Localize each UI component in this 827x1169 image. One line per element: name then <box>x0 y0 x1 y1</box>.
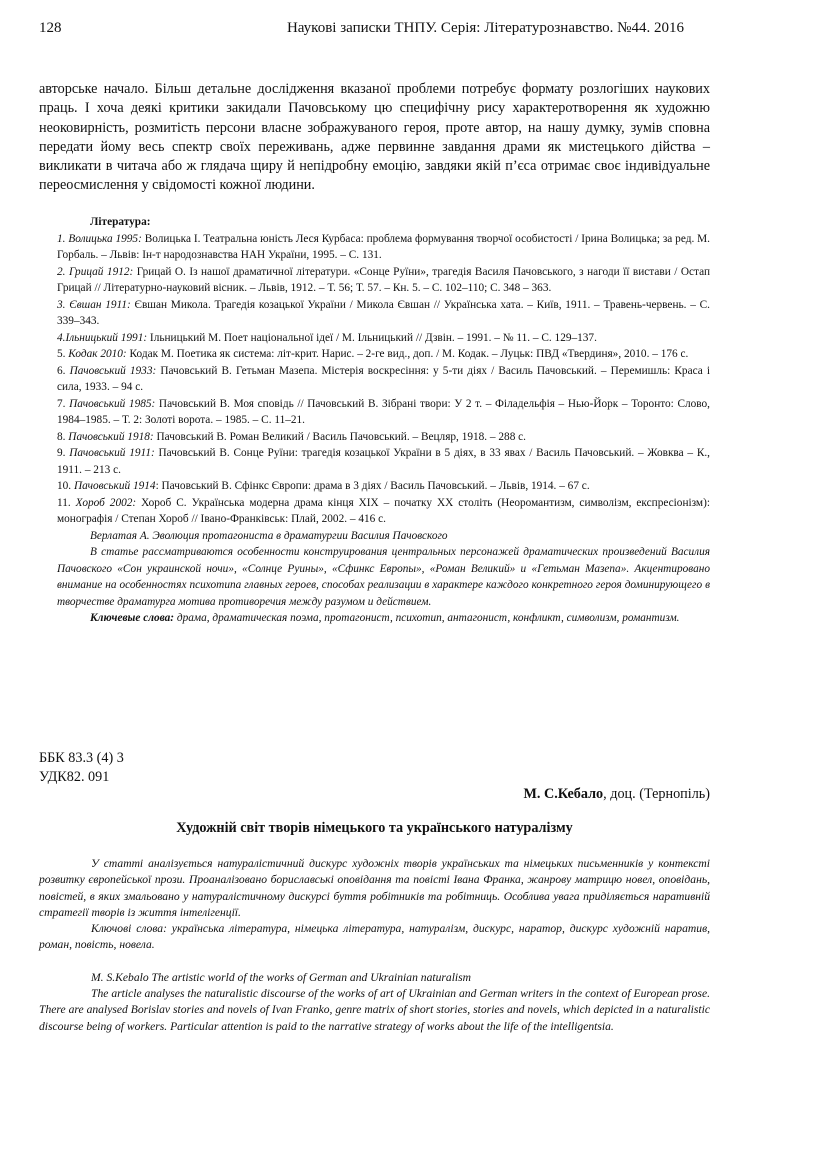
reference-text: Пачовський В. Гетьман Мазепа. Містерія воскресіння: у 5-ти діях / Василь Пачовський. – Перемишль: Краса і сила, 1933. – 94 с. <box>57 364 711 393</box>
reference-text: Ільницький М. Поет національної ідеї / М. Ільницький // Дзвін. – 1991. – № 11. – С. 129–137. <box>147 331 597 344</box>
reference-item <box>57 429 710 446</box>
reference-text: Пачовський В. Моя сповідь // Пачовський В. Зібрані твори: У 2 т. – Філадельфія – Нью-Йорк – Торонто: Слово, 1984–1985. – Т. 2: Золоті ворота. – 1985. – С. 11–21. <box>57 397 711 426</box>
reference-text: Хороб С. Українська модерна драма кінця ХІХ – початку ХХ століть (Неоромантизм, символізм, експресіонізм): монографія / Степан Хороб // Івано-Франківськ: Плай, 2002. – 416 с. <box>57 496 710 525</box>
reference-item <box>57 330 710 347</box>
reference-text: : Пачовський В. Сфінкс Європи: драма в 3 діях / Василь Пачовський. – Львів, 1914. – 67 с. <box>155 480 590 492</box>
reference-number: 6. <box>57 364 70 377</box>
reference-number: 10. <box>57 480 74 492</box>
author-name: М. С.Кебало <box>523 786 604 802</box>
reference-key: Пачовський 1914 <box>73 480 156 492</box>
reference-number: 7. <box>57 397 70 410</box>
reference-key: 4.Ільницький 1991: <box>57 331 148 344</box>
reference-key: Пачовський 1933: <box>69 364 157 377</box>
article-abstract <box>39 856 710 1035</box>
reference-text: Кодак М. Поетика як система: літ-крит. Нарис. – 2-ге вид., доп. / М. Кодак. – Луцьк: ПВД «Твердиня», 2010. – 176 с. <box>126 348 689 360</box>
reference-key: Пачовський 1911: <box>69 447 155 459</box>
abstract-en-title: M. S.Kebalo The artistic world of the works of German and Ukrainian naturalism <box>91 970 472 984</box>
reference-item <box>57 396 710 429</box>
reference-number: 9. <box>57 447 70 459</box>
ru-summary-abstract: В статье рассматриваются особенности конструирования центральных персонажей драматических произведений Василия Пачовского «Сон украинской ночи», «Солнце Руины», «Сфинкс Европы», «Роман Великий» и «Гетьман Мазепа». Акцентировано внимание на особенностях психотипа главных героев, способах реализации в характере каждого конкретного героя доминирующего в творчестве драматурга мотива противоречия между разумом и действием. <box>57 546 710 608</box>
reference-key: Пачовський 1985: <box>69 397 156 410</box>
reference-key: 1. Волицька 1995: <box>57 232 142 245</box>
reference-text: Євшан Микола. Трагедія козацької України / Микола Євшан // Українська хата. – Київ, 1911. – Травень-червень. – С. 339–343. <box>57 298 710 327</box>
reference-key: Хороб 2002: <box>75 496 137 509</box>
literature-title: Література: <box>90 216 151 228</box>
ru-summary-title: Верлатая А. Эволюция протагониста в драматургии Василия Пачовского <box>90 529 448 542</box>
reference-text: Пачовський В. Сонце Руїни: трагедія козацької України в 5 діях, в 33 явах / Василь Пачовський. – Жовква – К., 1911. – 213 с. <box>57 447 711 476</box>
reference-key: Кодак 2010: <box>68 348 127 360</box>
reference-item <box>57 297 710 330</box>
reference-item <box>57 231 710 264</box>
ru-keywords <box>57 610 710 627</box>
reference-text: Пачовський В. Роман Великий / Василь Пачовський. – Вецляр, 1918. – 288 с. <box>153 430 527 443</box>
page-number: 128 <box>39 20 62 36</box>
reference-item <box>57 495 710 528</box>
reference-list <box>57 231 710 528</box>
reference-item <box>57 478 710 495</box>
keywords-uk: Ключові слова: українська література, німецька література, натуралізм, дискурс, наратор, дискурс художній наратив, роман, повість, новела. <box>39 922 710 952</box>
reference-item <box>57 264 710 297</box>
bbk-code: ББК 83.3 (4) 3 <box>39 750 124 766</box>
body-text <box>39 80 710 196</box>
reference-text: Волицька І. Театральна юність Леся Курбаса: проблема формування творчої особистості / Ірина Волицька; за ред. М. Горбаль. – Львів: Ін-т народознавства НАН України, 1995. – С. 131. <box>57 232 711 261</box>
literature-section <box>57 214 710 627</box>
ru-keywords-text: драма, драматическая поэма, протагонист, психотип, антагонист, конфликт, символизм, романтизм. <box>174 612 680 624</box>
classification-codes <box>39 749 124 787</box>
reference-number: 8. <box>57 430 69 443</box>
reference-item <box>57 346 710 363</box>
body-paragraph: авторське начало. Більш детальне дослідження вказаної проблеми потребує формату розлогіших наукових праць. І хоча деякі критики закидали Пачовському цю специфічну рису характеротворення як художню неоковирність, розмитість персони власне зображуваного героя, проте автор, на нашу думку, зумів сповна передати йому весь спектр своїх переживань, адже первинне завдання драми як мистецького дійства – викликати в читача або ж глядача щиру й непідробну емоцію, завдяки якій п’єса отримає своє індивідуальне переосмислення у свідомості кожної людини. <box>39 81 710 194</box>
reference-key: 2. Грицай 1912: <box>57 265 134 278</box>
udk-code: УДК82. 091 <box>39 769 110 785</box>
reference-item <box>57 363 710 396</box>
ru-keywords-label: Ключевые слова: <box>90 612 175 624</box>
reference-key: 3. Євшан 1911: <box>57 298 131 311</box>
abstract-uk: У статті аналізується натуралістичний дискурс художніх творів українських та німецьких письменників у контексті розвитку європейської прози. Проаналізовано бориславські оповідання та повісті Івана Франка, жанрову матрицю новел, оповідань, повістей, в яких змальовано у натуралістичному дискурсі буття робітників та робітниць. Особлива увага приділяється наративній стратегії творів із життя інтелігенції. <box>39 857 710 919</box>
reference-number: 11. <box>57 496 76 509</box>
article-title: Художній світ творів німецького та українського натуралізму <box>176 820 573 836</box>
reference-item <box>57 445 710 478</box>
author-line <box>523 786 710 803</box>
reference-number: 5. <box>57 348 69 360</box>
reference-text: Грицай О. Із нашої драматичної літератури. «Сонце Руїни», трагедія Василя Пачовського, з нагоди її вистави / Остап Грицай // Літературно-науковий вісник. – Львів, 1912. – Т. 56; Т. 57. – Кн. 5. – С. 102–110; С. 348 – 363. <box>57 265 710 294</box>
author-affiliation: , доц. (Тернопіль) <box>603 786 710 802</box>
reference-key: Пачовський 1918: <box>68 430 154 443</box>
abstract-en: The article analyses the naturalistic discourse of the works of art of Ukrainian and German writers in the context of European prose. There are analysed Borislav stories and novels of Ivan Franko, genre matrix of short stories, stories and novels, which depicted in a naturalistic discourse being of workers. Particular attention is paid to the narrative strategy of works about the life of the intelligentsia. <box>39 987 710 1033</box>
journal-title: Наукові записки ТНПУ. Серія: Літературознавство. №44. 2016 <box>286 20 684 36</box>
